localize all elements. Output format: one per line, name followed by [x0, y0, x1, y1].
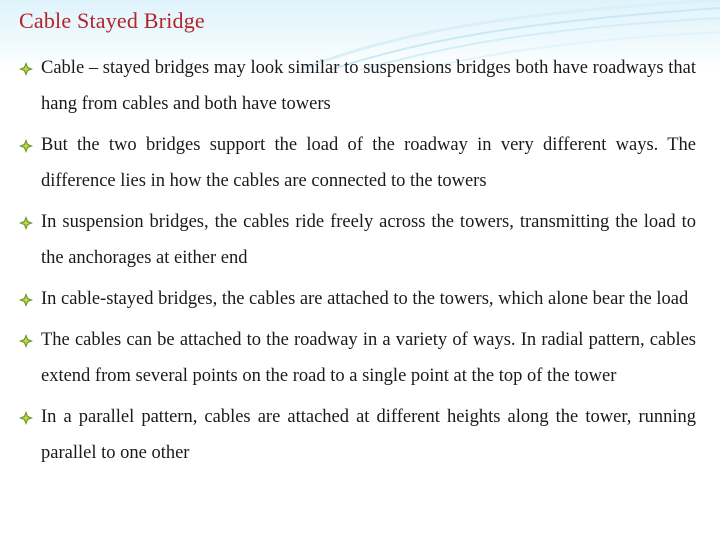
bullet-item	[18, 127, 696, 199]
bullet-text: In suspension bridges, the cables ride freely across the towers, transmitting the load to the anchorages at either end	[41, 212, 696, 268]
bullet-item	[18, 50, 696, 122]
leaf-bullet-icon	[18, 138, 34, 154]
leaf-bullet-icon	[18, 292, 34, 308]
slide-title: Cable Stayed Bridge	[19, 8, 205, 33]
bullet-item	[18, 322, 696, 394]
leaf-bullet-icon	[18, 333, 34, 349]
bullet-item	[18, 281, 696, 317]
bullet-list	[18, 50, 696, 476]
leaf-bullet-icon	[18, 61, 34, 77]
bullet-text: Cable – stayed bridges may look similar to suspensions bridges both have roadways that hang from cables and both have towers	[41, 58, 696, 114]
bullet-text: But the two bridges support the load of the roadway in very different ways. The difference lies in how the cables are connected to the towers	[41, 135, 696, 191]
bullet-text: In cable-stayed bridges, the cables are attached to the towers, which alone bear the load	[41, 289, 689, 309]
bullet-item	[18, 204, 696, 276]
leaf-bullet-icon	[18, 215, 34, 231]
bullet-text: The cables can be attached to the roadway in a variety of ways. In radial pattern, cables extend from several points on the road to a single point at the top of the tower	[41, 330, 696, 386]
bullet-item	[18, 399, 696, 471]
bullet-text: In a parallel pattern, cables are attached at different heights along the tower, running parallel to one other	[41, 407, 696, 463]
leaf-bullet-icon	[18, 410, 34, 426]
